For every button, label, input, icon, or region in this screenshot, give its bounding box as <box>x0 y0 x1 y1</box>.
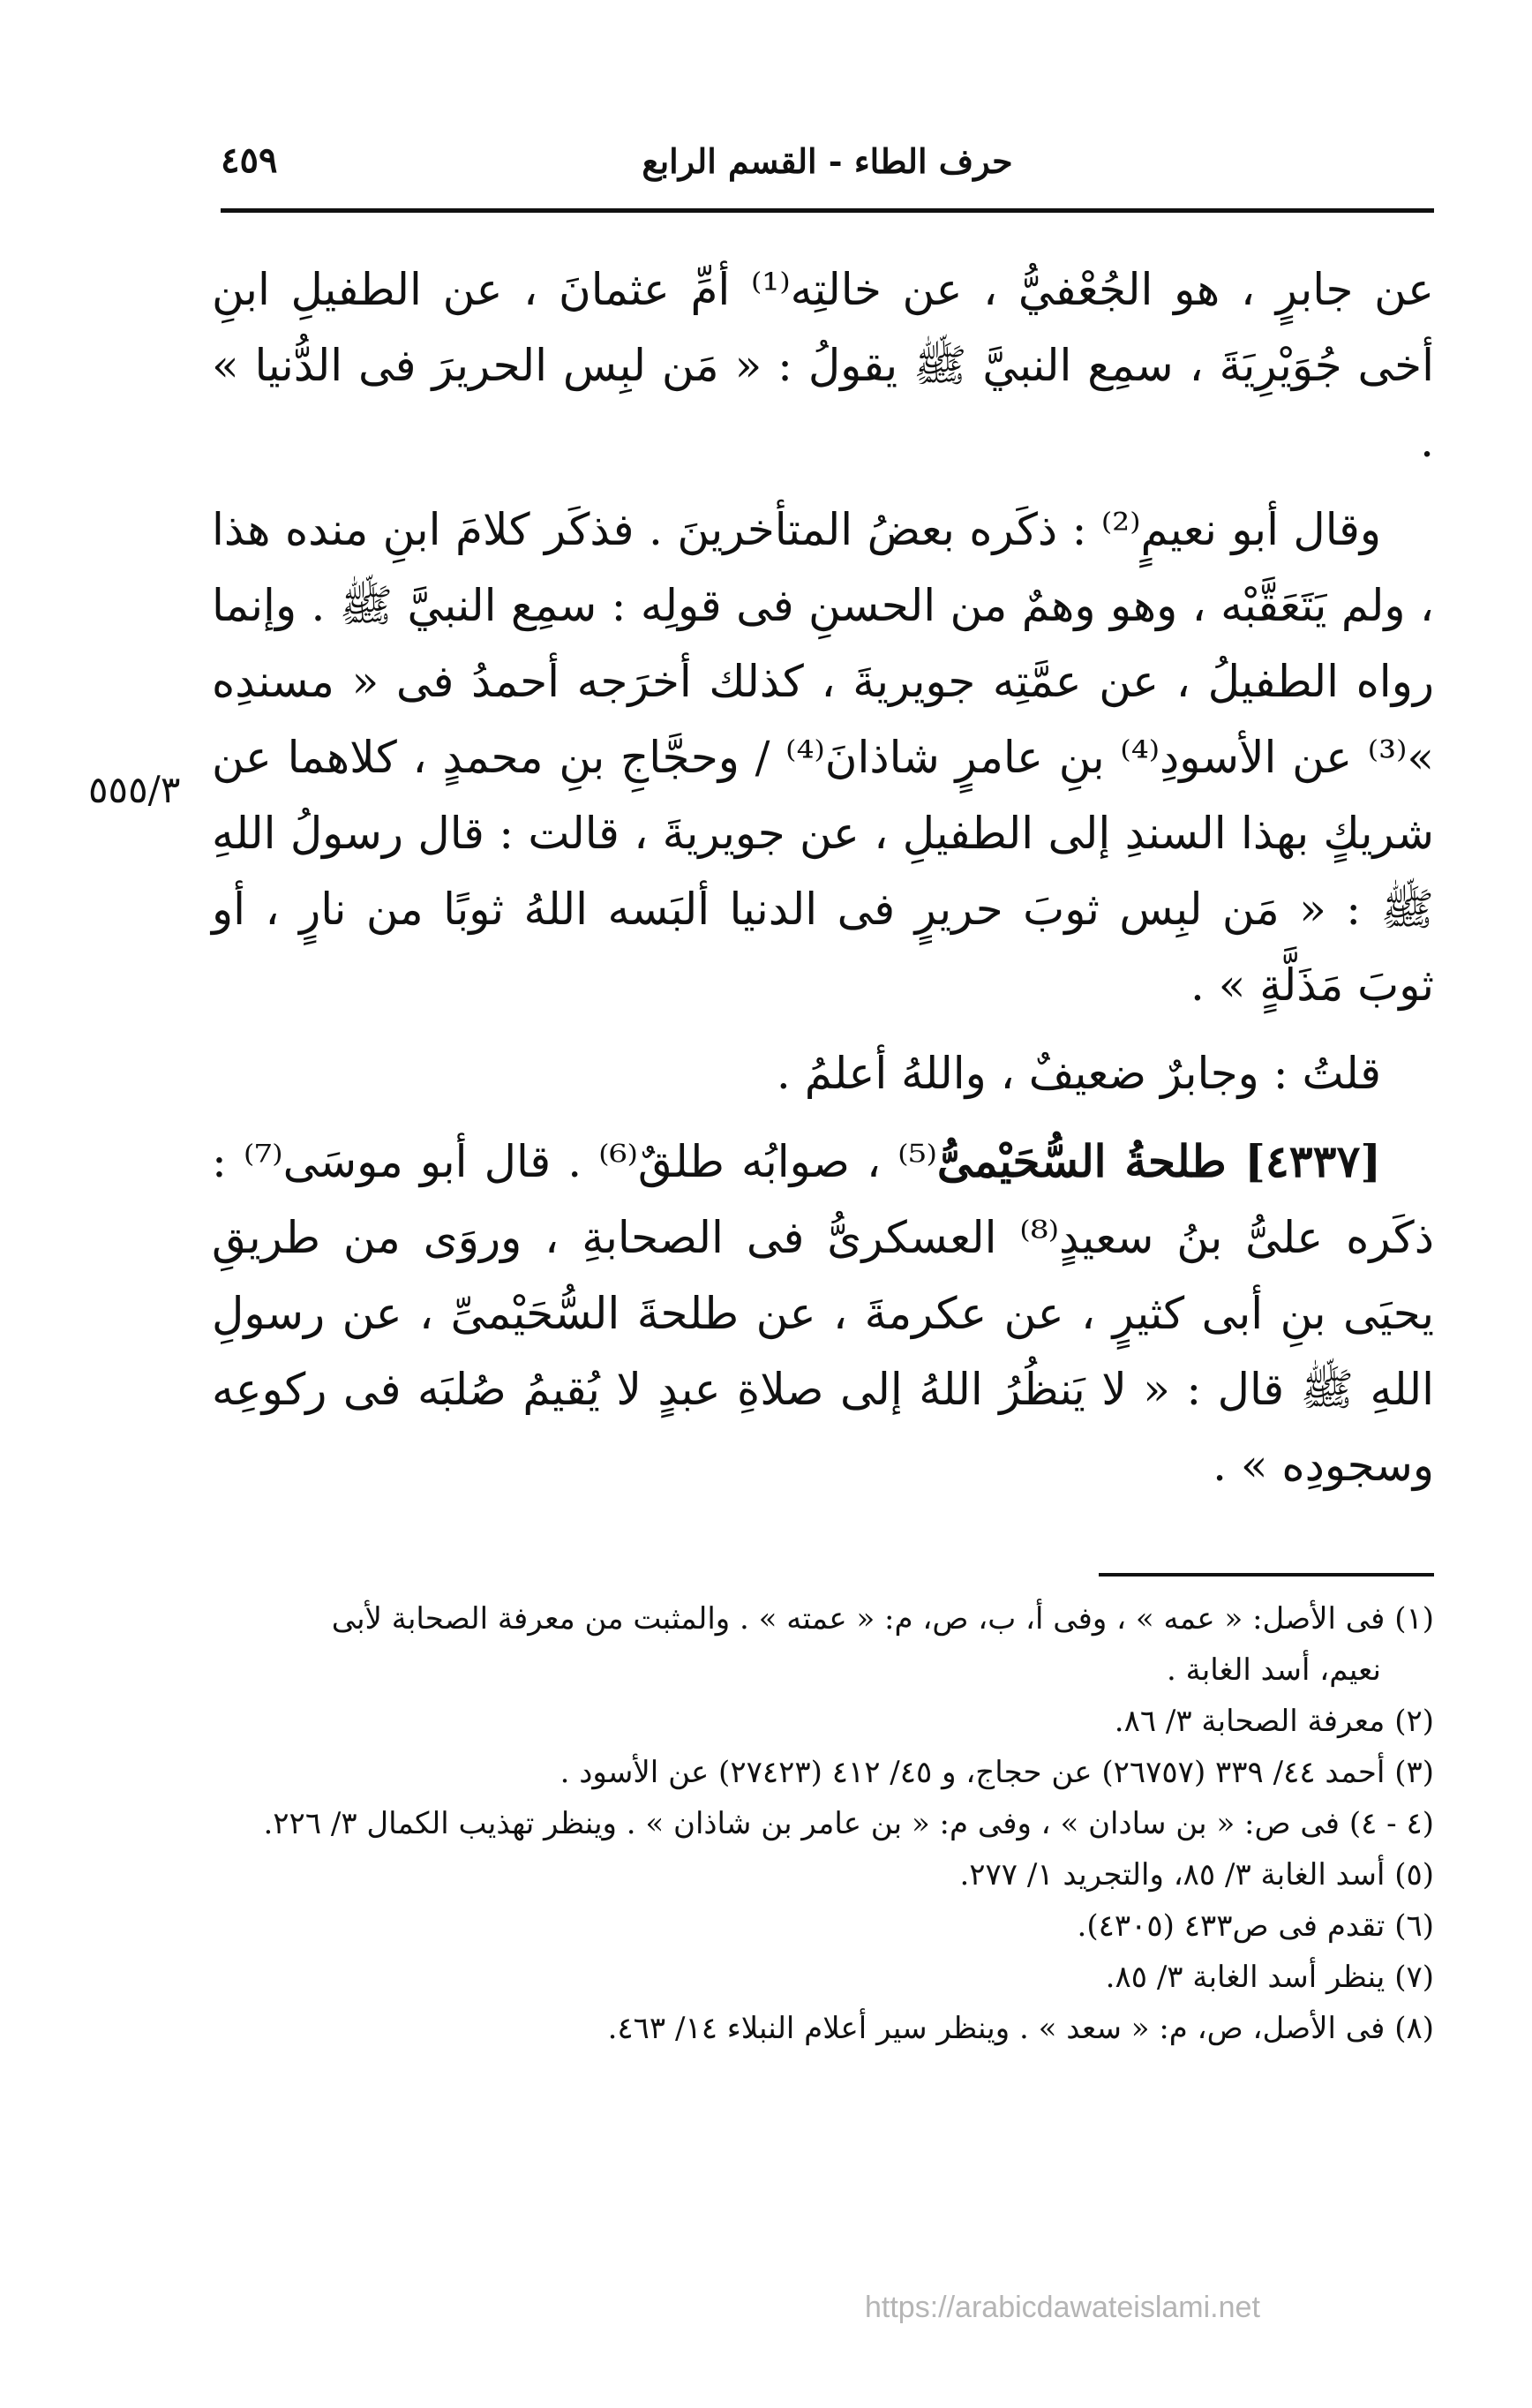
entry-text: ⁽⁵⁾ ، صوابُه طلقٌ⁽⁶⁾ . قال أبو موسَى⁽⁷⁾ : ذكَره علىُّ بنُ سعيدٍ⁽⁸⁾ العسكرىُّ فى الصحابةِ ، وروَى من طريقِ يحيَى بنِ أبى كثيرٍ ، عن عكرمةَ ، عن طلحةَ السُّحَيْمىِّ ، عن رسولِ اللهِ ﷺ قال : « لا يَنظُرُ اللهُ إلى صلاةِ عبدٍ لا يُقيمُ صُلبَه فى ركوعِه وسجودِه » . <box>212 1136 1435 1491</box>
footnote: (١) فى الأصل: « عمه » ، وفى أ، ب، ص، م: « عمته » . والمثبت من معرفة الصحابة لأبى <box>331 1601 1434 1637</box>
entry-4337 <box>212 1124 1434 1503</box>
footnote: (٨) فى الأصل، ص، م: « سعد » . وينظر سير أعلام النبلاء ١٤/ ٤٦٣. <box>607 2011 1434 2046</box>
paragraph-1: عن جابرٍ ، هو الجُعْفيُّ ، عن خالتِه⁽¹⁾ أمِّ عثمانَ ، عن الطفيلِ ابنِ أخى جُوَيْرِيَةَ ، سمِع النبيَّ ﷺ يقولُ : « مَن لبِس الحريرَ فى الدُّنيا » . <box>212 264 1434 467</box>
header-rule <box>221 208 1434 213</box>
footnote-rule <box>1099 1573 1434 1576</box>
running-header <box>221 132 1434 194</box>
footnote: (٦) تقدم فى ص٤٣٣ (٤٣٠٥). <box>1077 1908 1434 1944</box>
footnote: (٢) معرفة الصحابة ٣/ ٨٦. <box>1114 1704 1434 1739</box>
chapter-title: حرف الطاء - القسم الرابع <box>642 141 1013 181</box>
page-number: ٤٥٩ <box>221 139 278 181</box>
footnote: (٣) أحمد ٤٤/ ٣٣٩ (٢٦٧٥٧) عن حجاج، و ٤٥/ ٤١٢ (٢٧٤٢٣) عن الأسود . <box>559 1755 1434 1790</box>
watermark-url: https://arabicdawateislami.net <box>865 2291 1260 2324</box>
entry-heading: [٤٣٣٧] طلحةُ السُّحَيْمىُّ <box>936 1135 1382 1187</box>
footnote: (٥) أسد الغابة ٣/ ٨٥، والتجريد ١/ ٢٧٧. <box>959 1857 1434 1893</box>
main-text <box>212 252 1434 1516</box>
footnote: (٤ - ٤) فى ص: « بن سادان » ، وفى م: « بن عامر بن شاذان » . وينظر تهذيب الكمال ٣/ ٢٢٦. <box>263 1806 1434 1841</box>
paragraph-2: وقال أبو نعيمٍ⁽²⁾ : ذكَره بعضُ المتأخرينَ . فذكَر كلامَ ابنِ منده هذا ، ولم يَتَعَقَّبْه ، وهو وهمٌ من الحسنِ فى قولِه : سمِع النبيَّ ﷺ . وإنما رواه الطفيلُ ، عن عمَّتِه جويريةَ ، كذلك أخرَجه أحمدُ فى « مسندِه »⁽³⁾ عن الأسودِ⁽⁴⁾ بنِ عامرٍ شاذانَ⁽⁴⁾ / وحجَّاجِ بنِ محمدٍ ، كلاهما عن شريكٍ بهذا السندِ إلى الطفيلِ ، عن جويريةَ ، قالت : قال رسولُ اللهِ ﷺ : « مَن لبِس ثوبَ حريرٍ فى الدنيا ألبَسه اللهُ ثوبًا من نارٍ ، أو ثوبَ مَذَلَّةٍ » . <box>212 504 1434 1011</box>
footnote: (٧) ينظر أسد الغابة ٣/ ٨٥. <box>1105 1960 1434 1995</box>
footnote-continuation: نعيم، أسد الغابة . <box>1167 1652 1381 1688</box>
footnotes <box>212 1593 1434 2054</box>
margin-reference: ٥٥٥/٣ <box>88 768 181 811</box>
paragraph-3: قلتُ : وجابرٌ ضعيفٌ ، واللهُ أعلمُ . <box>776 1048 1381 1099</box>
